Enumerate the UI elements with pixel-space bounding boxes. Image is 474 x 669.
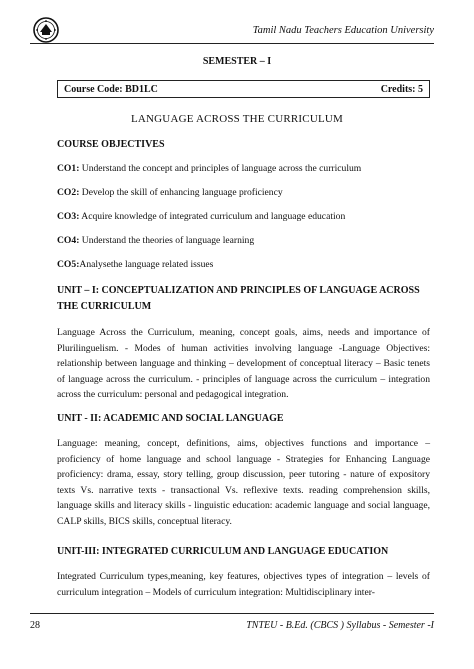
university-name: Tamil Nadu Teachers Education University <box>252 25 434 36</box>
unit-1-body: Language Across the Curriculum, meaning, concept goals, aims, needs and importance of Plurilinguelism. - Modes of human activities involving language -Language Objectives: relationship between language and thinking – development of conceptual literacy – Basic tenets of language across the curriculum. - principles of language across the curriculum – integration across the curriculum: personal and pedagogical integration. <box>57 327 430 400</box>
objective-co4 <box>57 234 430 248</box>
objective-text: Analysethe language related issues <box>79 259 214 270</box>
objectives-heading: COURSE OBJECTIVES <box>57 139 165 150</box>
objective-co1 <box>57 162 430 176</box>
objective-co3 <box>57 210 430 224</box>
objective-text: Understand the concept and principles of language across the curriculum <box>79 163 362 174</box>
course-info-box <box>57 80 430 98</box>
unit-2-heading: UNIT - II: ACADEMIC AND SOCIAL LANGUAGE <box>57 413 284 424</box>
objective-co5 <box>57 258 430 272</box>
course-code: Course Code: BD1LC <box>64 84 158 95</box>
university-logo <box>33 17 59 43</box>
objective-label: CO2: <box>57 187 80 198</box>
unit-3-heading: UNIT-III: INTEGRATED CURRICULUM AND LANGUAGE EDUCATION <box>57 546 389 557</box>
footer-rule <box>30 613 434 614</box>
unit-3-body: Integrated Curriculum types,meaning, key features, objectives types of integration – levels of curriculum integration – Models of curriculum integration: Multidisciplinary inter- <box>57 571 430 598</box>
footer-text: TNTEU - B.Ed. (CBCS ) Syllabus - Semester -I <box>246 620 434 631</box>
objective-label: CO5: <box>57 259 80 270</box>
objective-text: Develop the skill of enhancing language proficiency <box>79 187 283 198</box>
unit-1-heading: UNIT – I: CONCEPTUALIZATION AND PRINCIPLES OF LANGUAGE ACROSS THE CURRICULUM <box>57 285 420 312</box>
objective-label: CO1: <box>57 163 80 174</box>
objective-text: Understand the theories of language learning <box>79 235 255 246</box>
semester-heading: SEMESTER – I <box>202 56 272 67</box>
header-rule <box>30 43 434 44</box>
objective-text: Acquire knowledge of integrated curriculum and language education <box>79 211 346 222</box>
unit-2-body: Language: meaning, concept, definitions, aims, objectives functions and importance – proficiency of home language and school language - Strategies for Enhancing Language proficiency: drama, essay, story telling, group discussion, peer tutoring - nature of expository texts Vs. narrative texts - transactional Vs. reflexive texts. reading comprehension skills, language skills and literacy skills - linguistic education: academic language and social language, CALP skills, BICS skills, conceptual literacy. <box>57 438 430 527</box>
objective-co2 <box>57 186 430 200</box>
objective-label: CO3: <box>57 211 80 222</box>
objective-label: CO4: <box>57 235 80 246</box>
course-title: LANGUAGE ACROSS THE CURRICULUM <box>130 113 344 125</box>
course-credits: Credits: 5 <box>380 84 423 95</box>
page-number: 28 <box>30 620 40 631</box>
